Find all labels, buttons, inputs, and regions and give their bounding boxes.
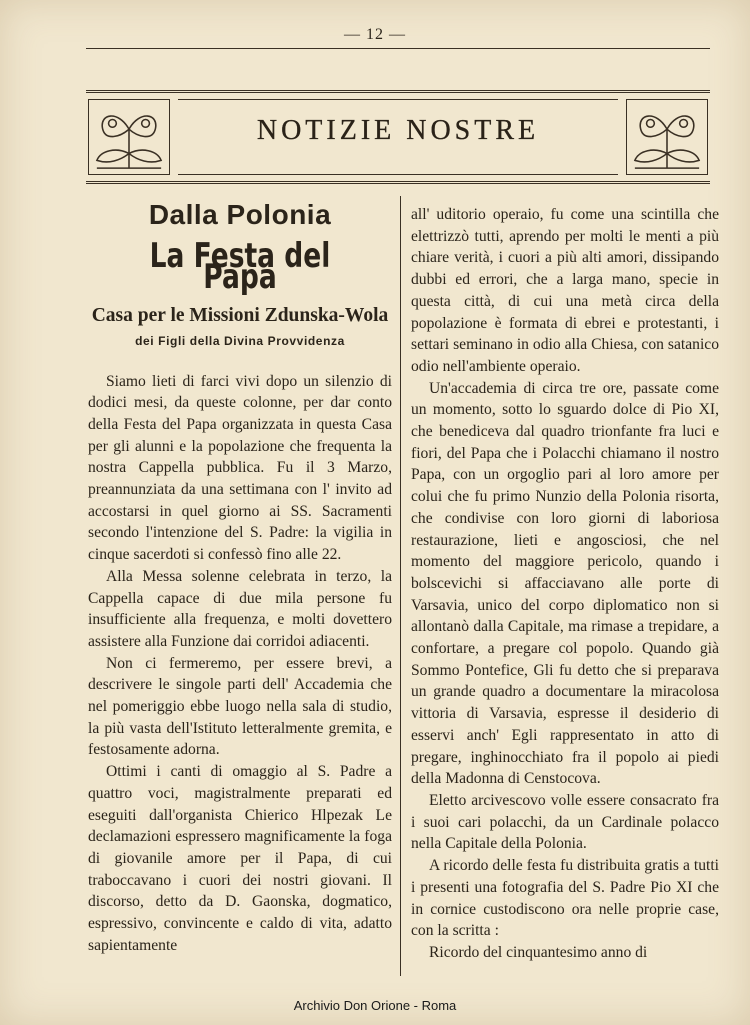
- paragraph: Un'accademia di circa tre ore, passate come un momento, sotto lo sguardo dolce di Pio XI, che benediceva dal quadro trionfante fra luci e fiori, del Papa che i Polacchi chiamano il nostro Papa, con un orgoglio pari al loro amore per colui che fu primo Nunzio della Polonia risorta, che condivise con loro giorni di laboriosa restaurazione, lieti e angosciosi, che nel momento del maggiore pericolo, quando i bolscevichi si affacciavano alle porte di Varsavia, unico del corpo diplomatico non si allontanò dalla Capitale, ma rimase a trepidare, a confortare, a pregare col popolo. Quando già Sommo Pontefice, Gli fu detto che si preparava un grande quadro a documentare la miracolosa vittoria di Varsavia, espresse il desiderio di esservi anch' Egli rappresentato in atto di pregare, inghinocchiato fra il popolo ai piedi della Madonna di Censtocova.: [411, 379, 719, 788]
- paragraph: Ottimi i canti di omaggio al S. Padre a quattro voci, magistralmente preparati ed eseguiti dall'organista Chierico Hlpezak Le declamazioni espressero magnificamente la foga di giovanile amore per il Papa, di cui traboccavano i cuori dei nostri giovani. Il discorso, detto da D. Gaonska, dogmatico, espressivo, convincente e caldo di vita, adatto sapientamente: [88, 763, 392, 954]
- banner-title: NOTIZIE NOSTRE: [256, 115, 540, 146]
- paragraph: Siamo lieti di farci vivi dopo un silenzio di dodici mesi, da queste colonne, per dar conto della Festa del Papa organizzata in questa Casa per gli alunni e la popolazione che frequenta la nostra Cappella pubblica. Fu il 3 Marzo, preannunziata da una settimana con l' invito ad accostarsi in quel giorno ai SS. Sacramenti secondo l'intenzione del S. Padre: la vigilia in cinque sacerdoti si confessò fino alle 22.: [88, 372, 392, 564]
- article-right-column: [411, 204, 719, 964]
- article-byline: dei Figli della Divina Provvidenza: [135, 333, 345, 348]
- section-banner: [86, 90, 710, 184]
- paragraph: Ricordo del cinquantesimo anno di: [429, 943, 648, 961]
- article-subtitle: Casa per le Missioni Zdunska-Wola: [91, 305, 389, 327]
- header-rule: [86, 48, 710, 49]
- page-number: — 12 —: [344, 26, 406, 43]
- floral-ornament-icon: [626, 99, 708, 175]
- paragraph: Eletto arcivescovo volle essere consacrato fra i suoi cari polacchi, da un Cardinale polacco nella Capitale della Polonia.: [411, 791, 719, 853]
- floral-ornament-icon: [88, 99, 170, 175]
- archive-watermark: Archivio Don Orione - Roma: [293, 998, 457, 1013]
- paragraph: Alla Messa solenne celebrata in terzo, la Cappella capace di due mila persone fu insufficiente alla frequenza, e molti dovettero assistere alla Funzione dai corridoi adiacenti.: [88, 567, 392, 650]
- paragraph: all' uditorio operaio, fu come una scintilla che elettrizzò tutti, aprendo per molti le menti a più chiare verità, i cuori a più alti amori, dissipando dubbi ed errori, che a larga mano, specie in questa città, di cui una metà circa della popolazione è formata di ebrei e protestanti, i settari seminano in odio alla Chiesa, con satanico odio nell'ambiente operaio.: [411, 206, 719, 375]
- article-kicker: Dalla Polonia: [148, 199, 332, 230]
- article-title: La Festa del Papa: [149, 235, 331, 298]
- column-divider: [400, 196, 401, 976]
- article-left-column: [88, 196, 392, 957]
- paragraph: A ricordo delle festa fu distribuita gratis a tutti i presenti una fotografia del S. Padre Pio XI che in cornice custodiscono ora nelle proprie case, con la scritta :: [411, 857, 719, 940]
- paragraph: Non ci fermeremo, per essere brevi, a descrivere le singole parti dell' Accademia che nel pomeriggio ebbe luogo nella sala di studio, la più vasta dell'Istituto letteralmente gremita, e festosamente adorna.: [88, 654, 392, 759]
